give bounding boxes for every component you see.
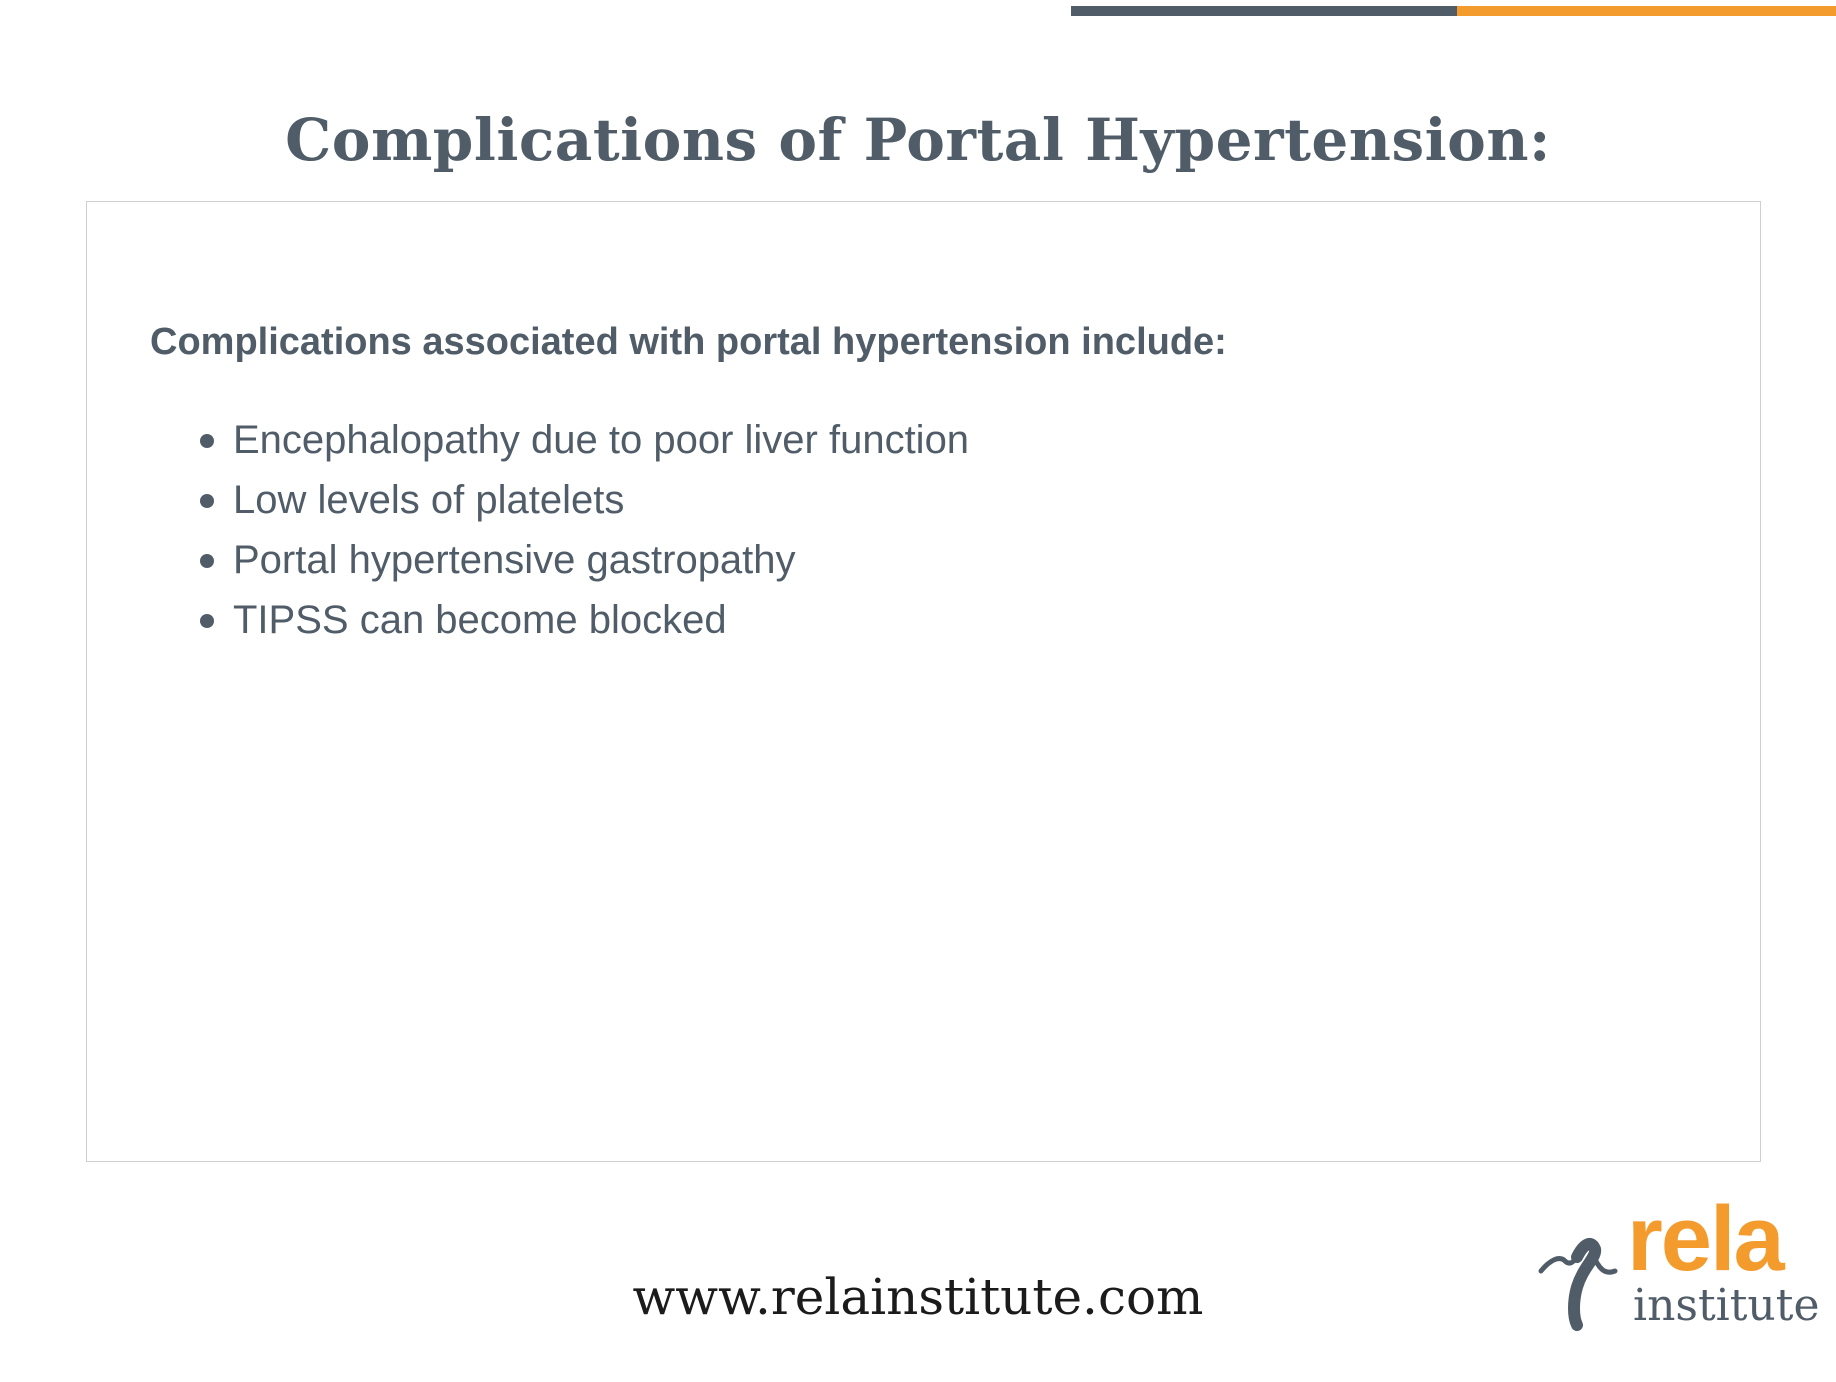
list-item (200, 410, 969, 470)
bullet-dot-icon (200, 434, 214, 448)
list-item-text: Portal hypertensive gastropathy (233, 538, 796, 582)
slide-title: Complications of Portal Hypertension: (285, 106, 1551, 174)
logo-figure-icon (1535, 1195, 1635, 1335)
list-item-text: Low levels of platelets (233, 478, 625, 522)
list-item (200, 470, 969, 530)
rela-institute-logo (1535, 1188, 1820, 1335)
bullet-dot-icon (200, 614, 214, 628)
logo-wordmark: rela (1627, 1188, 1783, 1290)
intro-text: Complications associated with portal hypertension include: (150, 321, 1227, 363)
list-item (200, 590, 969, 650)
list-item (200, 530, 969, 590)
bullet-dot-icon (200, 494, 214, 508)
bullet-dot-icon (200, 554, 214, 568)
content-box (86, 201, 1761, 1162)
top-accent-bar-dark-segment (1071, 6, 1457, 16)
top-accent-bar-orange-segment (1457, 6, 1836, 16)
list-item-text: TIPSS can become blocked (233, 598, 727, 642)
top-accent-bar (1071, 6, 1836, 16)
logo-subword: institute (1633, 1280, 1820, 1331)
footer-url: www.relainstitute.com (632, 1268, 1204, 1326)
list-item-text: Encephalopathy due to poor liver function (233, 418, 970, 462)
bullet-list (200, 410, 969, 650)
